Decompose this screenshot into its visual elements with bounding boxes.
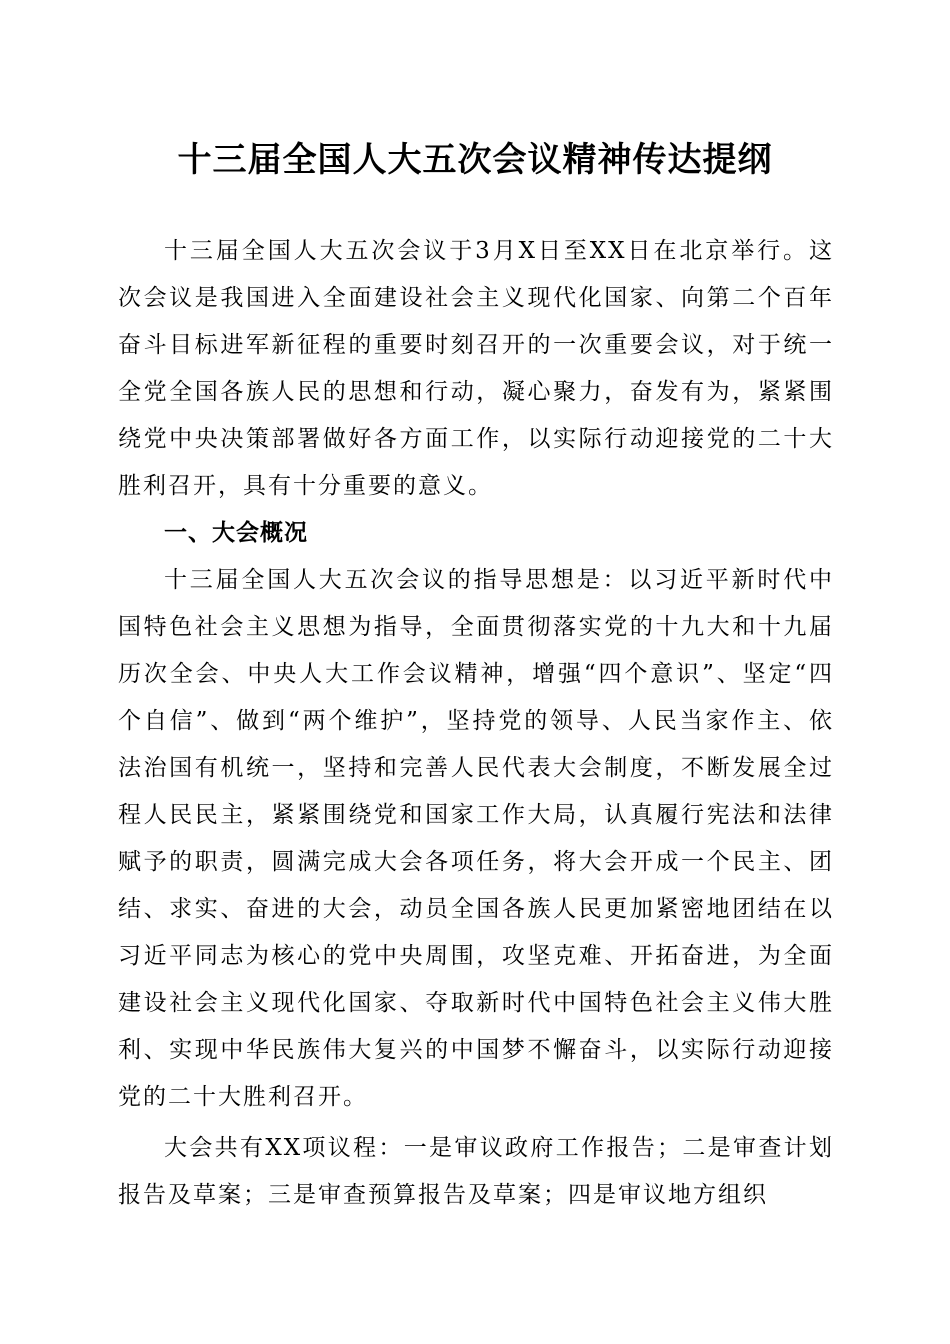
document-title: 十三届全国人大五次会议精神传达提纲 — [177, 140, 773, 180]
guiding-thought-paragraph: 十三届全国人大五次会议的指导思想是：以习近平新时代中国特色社会主义思想为指导，全面贯彻落实党的十九大和十九届历次全会、中央人大工作会议精神，增强“四个意识”、坚定“四个自信”、做到“两个维护”，坚持党的领导、人民当家作主、依法治国有机统一，坚持和完善人民代表大会制度，不断发展全过程人民民主，紧紧围绕党和国家工作大局，认真履行宪法和法律赋予的职责，圆满完成大会各项任务，将大会开成一个民主、团结、求实、奋进的大会，动员全国各族人民更加紧密地团结在以习近平同志为核心的党中央周围，攻坚克难、开拓奋进，为全面建设社会主义现代化国家、夺取新时代中国特色社会主义伟大胜利、实现中华民族伟大复兴的中国梦不懈奋斗，以实际行动迎接党的二十大胜利召开。 — [118, 567, 834, 1110]
agenda-paragraph: 大会共有XX项议程：一是审议政府工作报告；二是审查计划报告及草案；三是审查预算报告及草案；四是审议地方组织 — [118, 1135, 834, 1208]
section-heading-overview: 一、大会概况 — [164, 520, 308, 546]
intro-paragraph: 十三届全国人大五次会议于3月X日至XX日在北京举行。这次会议是我国进入全面建设社会主义现代化国家、向第二个百年奋斗目标进军新征程的重要时刻召开的一次重要会议，对于统一全党全国各族人民的思想和行动，凝心聚力，奋发有为，紧紧围绕党中央决策部署做好各方面工作，以实际行动迎接党的二十大胜利召开，具有十分重要的意义。 — [118, 238, 834, 499]
document-body — [118, 228, 834, 1219]
